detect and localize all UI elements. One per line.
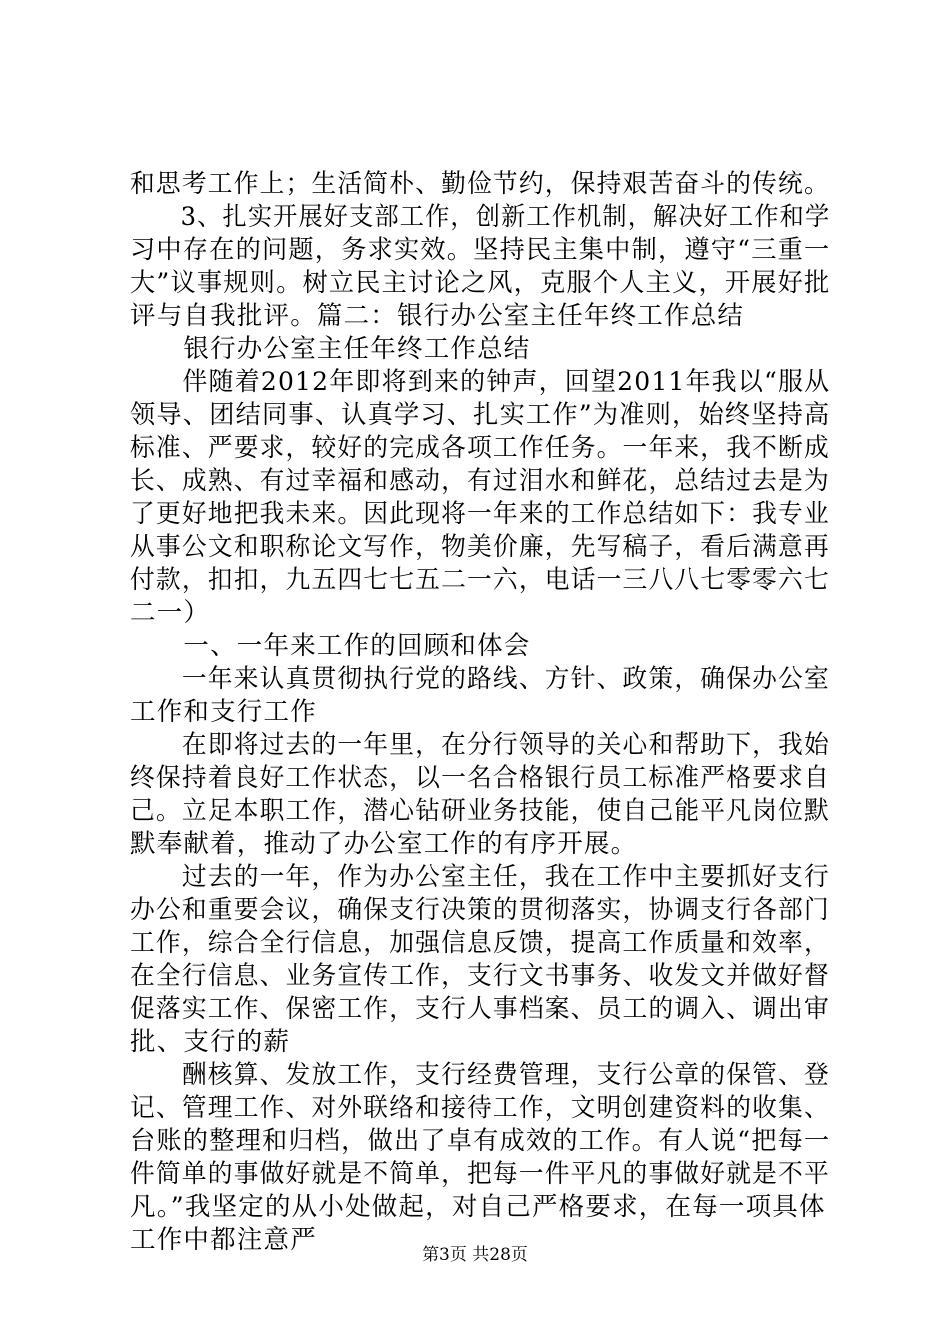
text-line: 默奉献着，推动了办公室工作的有序开展。 [130,829,638,859]
text-line: 批、支行的薪 [130,1027,291,1057]
text-line: 促落实工作、保密工作，支行人事档案、员工的调入、调出审 [130,994,830,1024]
text-line: 领导、团结同事、认真学习、扎实工作”为准则，始终坚持高 [130,400,831,430]
text-line: 工作中都注意严 [130,1225,317,1255]
text-line: 一年来认真贯彻执行党的路线、方针、政策，确保办公室 [130,664,830,694]
text-line: 凡。”我坚定的从小处做起，对自己严格要求，在每一项具体 [130,1192,826,1222]
text-line: 二一） [130,598,211,628]
text-line: 大”议事规则。树立民主讨论之风，克服个人主义，开展好批 [130,268,831,298]
text-line: 台账的整理和归档，做出了卓有成效的工作。有人说“把每一 [130,1126,831,1156]
text-line: 办公和重要会议，确保支行决策的贯彻落实，协调支行各部门 [130,895,830,925]
text-line: 长、成熟、有过幸福和感动，有过泪水和鲜花，总结过去是为 [130,466,830,496]
text-line: 记、管理工作、对外联络和接待工作，文明创建资料的收集、 [130,1093,830,1123]
text-line: 3、扎实开展好支部工作，创新工作机制，解决好工作和学 [130,202,831,232]
text-line: 终保持着良好工作状态，以一名合格银行员工标准严格要求自 [130,763,830,793]
text-line: 评与自我批评。篇二：银行办公室主任年终工作总结 [130,301,745,331]
text-line: 酬核算、发放工作，支行经费管理，支行公章的保管、登 [130,1060,830,1090]
text-line: 了更好地把我未来。因此现将一年来的工作总结如下：我专业 [130,499,830,529]
section-heading: 一、一年来工作的回顾和体会 [130,631,531,661]
text-line: 伴随着2012年即将到来的钟声，回望2011年我以“服从 [130,367,831,397]
text-line: 付款，扣扣，九五四七七五二一六，电话一三八八七零零六七 [130,565,830,595]
text-line: 从事公文和职称论文写作，物美价廉，先写稿子，看后满意再 [130,532,830,562]
text-line: 和思考工作上；生活简朴、勤俭节约，保持艰苦奋斗的传统。 [130,169,830,199]
text-line: 标准、严要求，较好的完成各项工作任务。一年来，我不断成 [130,433,830,463]
section-heading: 银行办公室主任年终工作总结 [130,334,531,364]
text-line: 件简单的事做好就是不简单，把每一件平凡的事做好就是不平 [130,1159,830,1189]
text-line: 在即将过去的一年里，在分行领导的关心和帮助下，我始 [130,730,830,760]
text-line: 过去的一年，作为办公室主任，我在工作中主要抓好支行 [130,862,830,892]
text-line: 工作和支行工作 [130,697,317,727]
text-line: 己。立足本职工作，潜心钻研业务技能，使自己能平凡岗位默 [130,796,830,826]
text-line: 在全行信息、业务宣传工作，支行文书事务、收发文并做好督 [130,961,830,991]
text-line: 习中存在的问题，务求实效。坚持民主集中制，遵守“三重一 [130,235,831,265]
page-number-footer: 第3页 共28页 [422,1245,528,1265]
text-line: 工作，综合全行信息，加强信息反馈，提高工作质量和效率， [130,928,830,958]
